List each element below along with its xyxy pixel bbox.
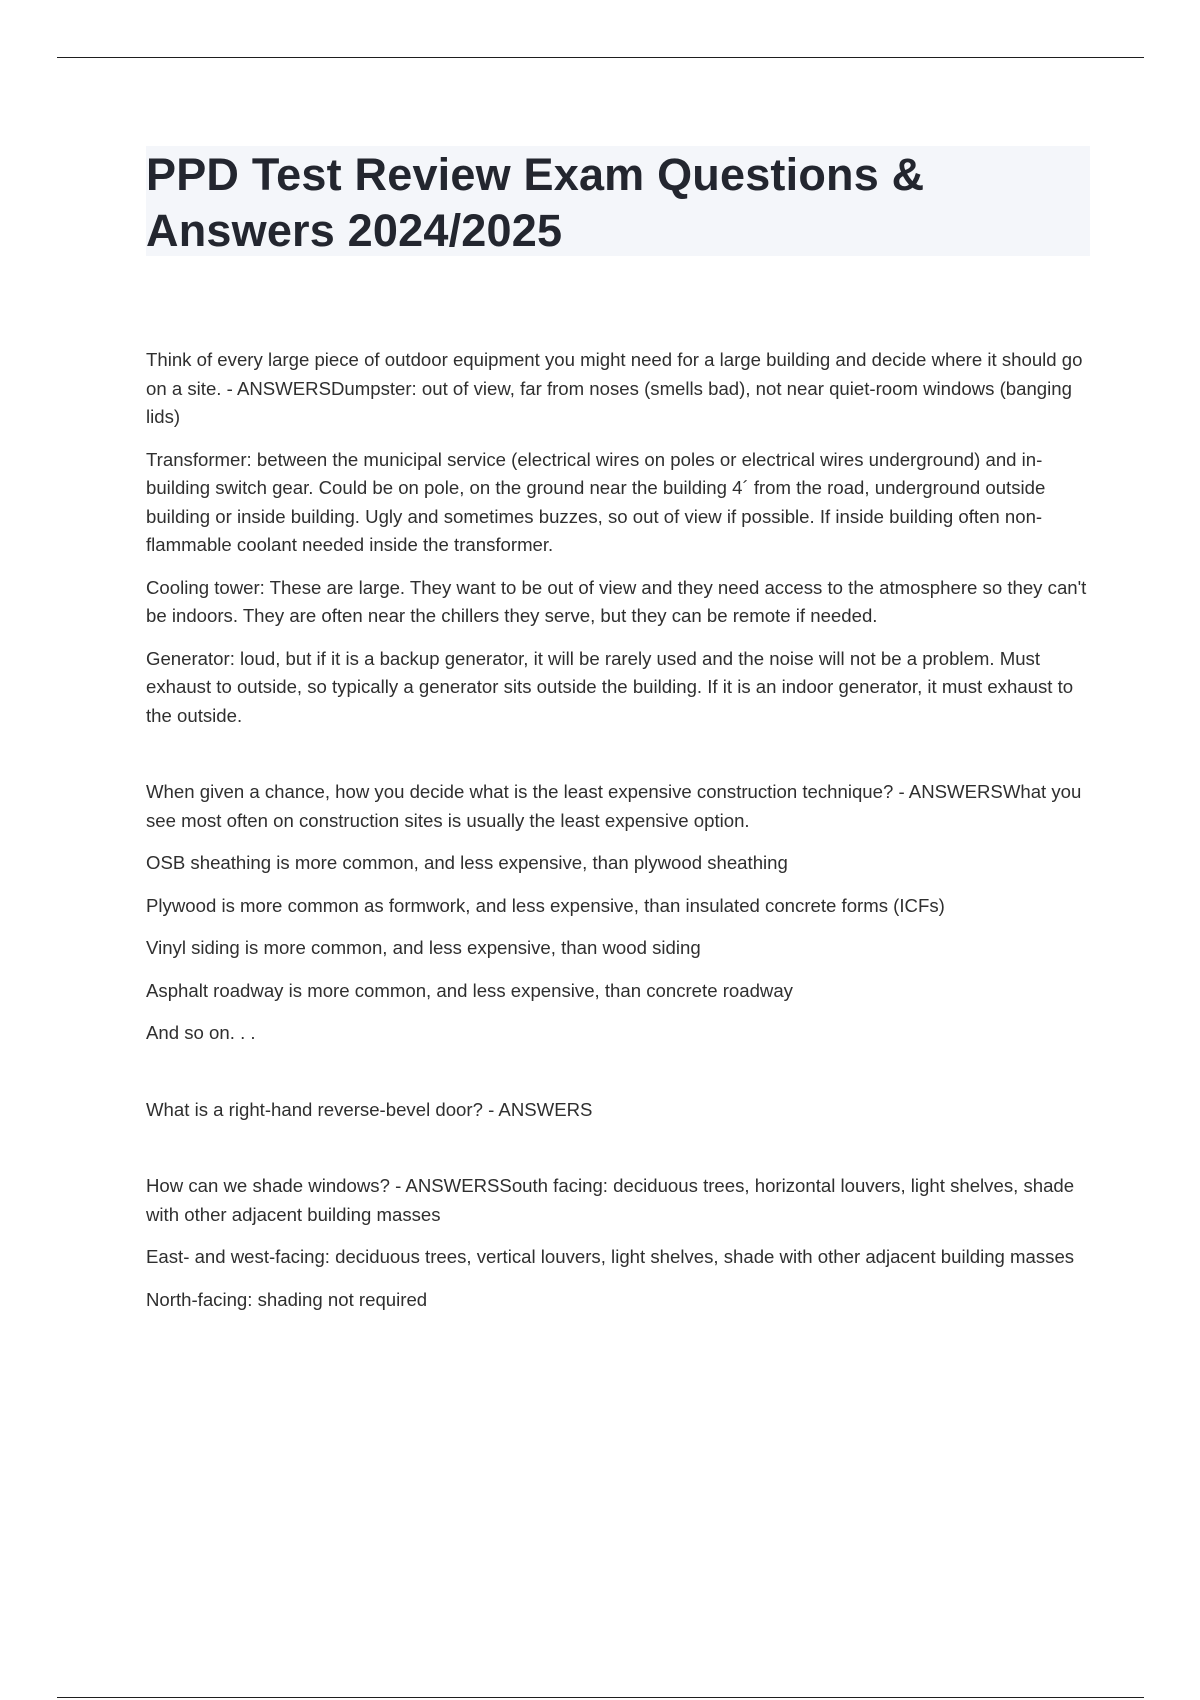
paragraph: And so on. . .: [146, 1022, 256, 1043]
header-rule: [57, 57, 1144, 58]
paragraph: Plywood is more common as formwork, and less expensive, than insulated concrete forms (ICFs): [146, 894, 945, 916]
paragraph: North-facing: shading not required: [146, 1288, 428, 1310]
paragraph: Transformer: between the municipal service (electrical wires on poles or electrical wires underground) and in-building switch gear. Could be on pole, on the ground near the building 4´ from the road, underground outside building or inside building. Ugly and sometimes buzzes, so out of view if possible. If inside building often non-flammable coolant needed inside the transformer.: [146, 448, 1046, 555]
qa-item: [146, 1172, 1090, 1314]
paragraph: How can we shade windows? - ANSWERSSouth facing: deciduous trees, horizontal louvers, light shelves, shade with other adjacent building masses: [146, 1175, 1075, 1225]
paragraph: What is a right-hand reverse-bevel door? - ANSWERS: [146, 1098, 593, 1120]
paragraph: OSB sheathing is more common, and less expensive, than plywood sheathing: [146, 852, 788, 873]
paragraph: East- and west-facing: deciduous trees, vertical louvers, light shelves, shade with other adjacent building masses: [146, 1246, 1075, 1267]
paragraph: Generator: loud, but if it is a backup generator, it will be rarely used and the noise will not be a problem. Must exhaust to outside, so typically a generator sits outside the building. If it is an indoor generator, it must exhaust to the outside.: [146, 647, 1074, 726]
document-body: [146, 346, 1090, 1328]
qa-item: [146, 1096, 1090, 1125]
title-banner: [146, 146, 1090, 256]
footer-rule: [57, 1697, 1144, 1698]
qa-item: [146, 778, 1090, 1048]
paragraph: Cooling tower: These are large. They want to be out of view and they need access to the atmosphere so they can't be indoors. They are often near the chillers they serve, but they can be remote if needed.: [146, 576, 1087, 626]
paragraph: Vinyl siding is more common, and less expensive, than wood siding: [146, 937, 701, 958]
qa-item: [146, 346, 1090, 730]
paragraph: Asphalt roadway is more common, and less expensive, than concrete roadway: [146, 979, 793, 1001]
paragraph: When given a chance, how you decide what is the least expensive construction technique? - ANSWERSWhat you see most often on construction sites is usually the least expensive option.: [146, 781, 1082, 831]
paragraph: Think of every large piece of outdoor equipment you might need for a large building and decide where it should go on a site. - ANSWERSDumpster: out of view, far from noses (smells bad), not near quiet-room windows (banging lids): [146, 349, 1083, 427]
document-title: PPD Test Review Exam Questions & Answers 2024/2025: [146, 149, 925, 256]
